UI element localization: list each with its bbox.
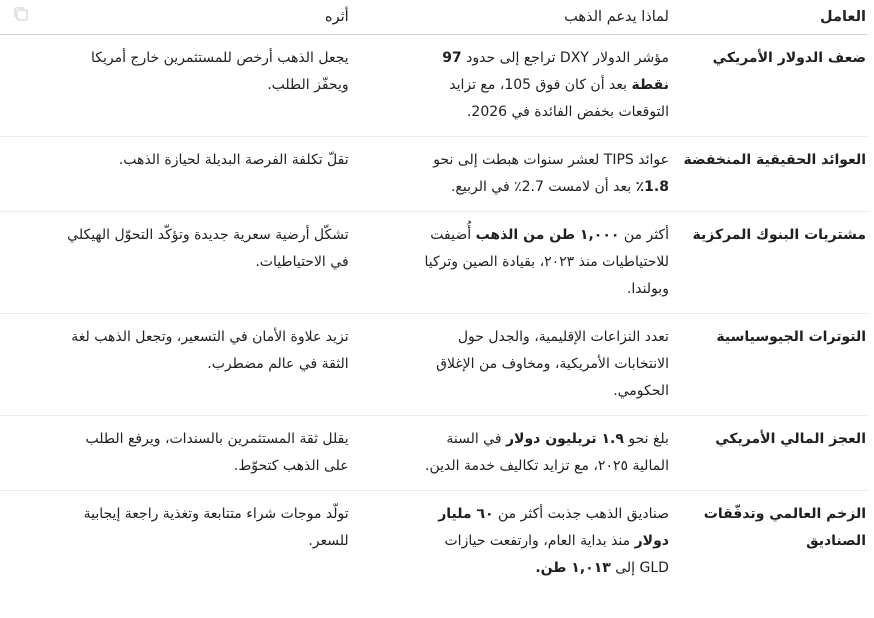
table-row: [0, 314, 868, 416]
factor-cell: [677, 137, 868, 212]
highlight-figure: 97 نقطة: [442, 50, 669, 93]
table-row: [0, 491, 868, 593]
factor-cell: [677, 212, 868, 314]
why-segment: بلغ نحو: [623, 431, 669, 447]
effect-cell: [0, 212, 349, 314]
effect-text: تولّد موجات شراء متتابعة وتغذية راجعة إيجابية للسعر.: [83, 506, 349, 549]
effect-text: تقلّ تكلفة الفرصة البديلة لحيازة الذهب.: [118, 152, 349, 168]
factor-cell: [677, 416, 868, 491]
factor-text: التوترات الجيوسياسية: [716, 329, 866, 345]
effect-cell: [0, 137, 349, 212]
why-segment: عوائد TIPS لعشر سنوات هبطت إلى نحو: [433, 152, 669, 168]
why-segment: صناديق الذهب جذبت أكثر من: [493, 506, 669, 522]
table-header-row: [0, 0, 868, 35]
why-text: [411, 324, 677, 405]
highlight-figure: ١,٠١٣ طن.: [535, 560, 611, 576]
why-segment: أكثر من: [619, 227, 669, 243]
why-text: [411, 147, 677, 201]
column-header-factor: العامل: [677, 0, 868, 35]
effect-cell: [0, 314, 349, 416]
why-cell: [349, 212, 677, 314]
why-cell: [349, 35, 677, 137]
effect-text: تشكّل أرضية سعرية جديدة وتؤكّد التحوّل الهيكلي في الاحتياطيات.: [67, 227, 349, 270]
table-row: [0, 137, 868, 212]
why-segment: منذ بداية العام، وارتفعت حيازات GLD إلى: [444, 533, 669, 576]
why-text: [411, 501, 677, 582]
why-segment: مؤشر الدولار DXY تراجع إلى حدود: [461, 50, 669, 66]
why-text: [411, 222, 677, 303]
why-text: [411, 426, 677, 480]
factor-text: مشتريات البنوك المركزية: [692, 227, 866, 243]
factor-text: الزخم العالمي وتدفّقات الصناديق: [703, 506, 866, 549]
factor-cell: [677, 314, 868, 416]
why-segment: أُضيفت للاحتياطيات منذ ٢٠٢٣، بقيادة الصين وتركيا وبولندا.: [424, 227, 669, 297]
table-row: [0, 416, 868, 491]
why-text: [411, 45, 677, 126]
factor-text: العوائد الحقيقية المنخفضة: [683, 152, 866, 168]
effect-text: يجعل الذهب أرخص للمستثمرين خارج أمريكا ويحفّز الطلب.: [90, 50, 349, 93]
factor-text: ضعف الدولار الأمريكي: [712, 50, 866, 66]
table-row: [0, 35, 868, 137]
why-cell: [349, 137, 677, 212]
highlight-figure: ١.٩ تريليون دولار: [505, 431, 624, 447]
factor-text: العجز المالي الأمريكي: [715, 431, 866, 447]
highlight-figure: ١,٠٠٠ طن من الذهب: [475, 227, 620, 243]
why-segment: بعد أن لامست 2.7٪ في الربيع.: [450, 179, 636, 195]
factor-cell: [677, 35, 868, 137]
factor-cell: [677, 491, 868, 593]
column-header-why: لماذا يدعم الذهب: [349, 0, 677, 35]
why-segment: في السنة المالية ٢٠٢٥، مع تزايد تكاليف خدمة الدين.: [425, 431, 669, 474]
highlight-figure: 1.8٪: [635, 179, 669, 195]
effect-cell: [0, 416, 349, 491]
column-header-effect: أثره: [0, 0, 349, 35]
effect-cell: [0, 491, 349, 593]
effect-text: يقلل ثقة المستثمرين بالسندات، ويرفع الطلب على الذهب كتحوّط.: [85, 431, 349, 474]
effect-text: تزيد علاوة الأمان في التسعير، وتجعل الذهب لغة الثقة في عالم مضطرب.: [71, 329, 349, 372]
effect-cell: [0, 35, 349, 137]
why-segment: بعد أن كان فوق 105، مع تزايد التوقعات بخفض الفائدة في 2026.: [449, 77, 669, 120]
why-cell: [349, 416, 677, 491]
why-cell: [349, 314, 677, 416]
table-row: [0, 212, 868, 314]
highlight-figure: ٦٠ مليار دولار: [438, 506, 669, 549]
why-segment: تعدد النزاعات الإقليمية، والجدل حول الانتخابات الأمريكية، ومخاوف من الإغلاق الحكومي.: [436, 329, 669, 399]
why-cell: [349, 491, 677, 593]
